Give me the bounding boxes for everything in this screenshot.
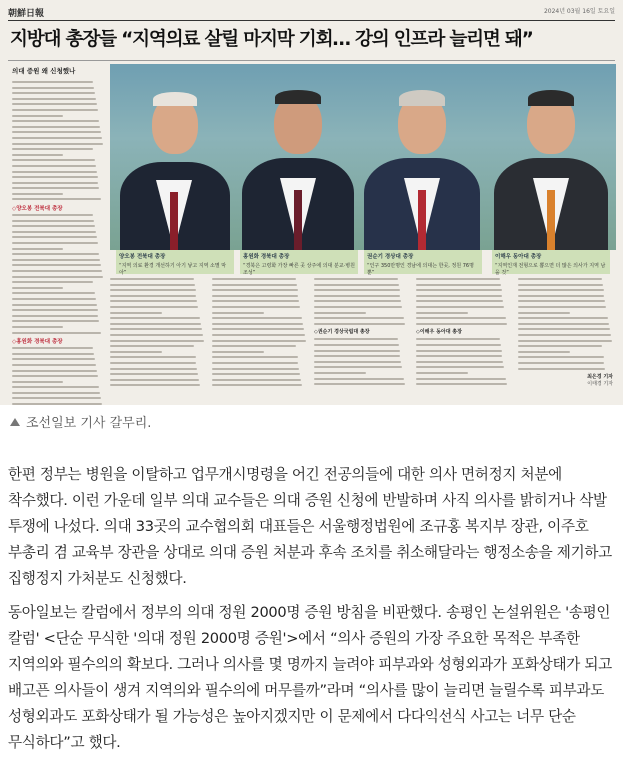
text-line <box>314 366 402 368</box>
text-line <box>314 289 400 291</box>
text-line <box>110 278 194 280</box>
text-line <box>416 366 504 368</box>
text-line <box>12 171 97 173</box>
text-line <box>12 98 96 100</box>
sidebar-text-block <box>12 214 104 333</box>
text-line <box>110 334 203 336</box>
text-column <box>314 278 409 398</box>
text-line <box>518 323 609 325</box>
text-line <box>416 361 503 363</box>
text-line <box>416 350 502 352</box>
text-line <box>12 131 101 133</box>
text-line <box>12 332 101 334</box>
text-line <box>212 328 304 330</box>
text-line <box>12 231 96 233</box>
text-line <box>12 225 95 227</box>
text-line <box>12 126 100 128</box>
text-line <box>12 370 97 372</box>
newspaper-body-columns <box>110 278 616 398</box>
text-line <box>212 384 302 386</box>
text-line <box>12 159 95 161</box>
text-line <box>518 362 604 364</box>
text-line <box>518 289 604 291</box>
text-line <box>212 362 298 364</box>
text-line <box>314 383 405 385</box>
text-line <box>416 338 500 340</box>
text-line <box>12 276 103 278</box>
text-column <box>416 278 511 398</box>
text-line <box>212 312 264 314</box>
article-paragraph: 동아일보는 칼럼에서 정부의 의대 정원 2000명 증원 방침을 비판했다. 송평인 논설위원은 '송평인 칼럼' <단순 무식한 '의대 정원 2000명 증원'>에서 “의사 증원의 가장 주요한 목적은 부족한 지역의와 필수의의 확보다. 그러나 의사를 몇 명까지 늘려야 피부과와 성형외과가 포화상태가 되고 배고픈 의사들이 생겨 지역의와 필수의에 머무를까”라며 “의사를 많이 늘리면 늘릴수록 피부과도 성형외과도 포화상태가 될 가능성은 높아지겠지만 이 문제에서 다다익선식 사고는 너무 단순 무식하다”고 했다. <box>8 604 612 751</box>
text-line <box>12 103 97 105</box>
text-line <box>12 198 101 200</box>
text-column <box>212 278 307 398</box>
text-line <box>416 317 506 319</box>
text-line <box>12 326 63 328</box>
text-line <box>110 368 197 370</box>
text-line <box>12 120 99 122</box>
newspaper-masthead: 朝鮮日報 <box>8 9 45 19</box>
text-line <box>416 378 506 380</box>
text-line <box>110 312 162 314</box>
text-line <box>12 281 93 283</box>
newspaper-headline: 지방대 총장들 “지역의료 살릴 마지막 기회… 강의 인프라 늘리면 돼” <box>10 29 533 50</box>
person-figure <box>360 90 484 250</box>
image-caption <box>10 412 151 431</box>
photo-credit: 이태경 기자 <box>587 381 613 388</box>
text-line <box>110 379 199 381</box>
text-line <box>12 392 100 394</box>
text-line <box>110 328 202 330</box>
text-line <box>518 368 605 370</box>
text-line <box>314 350 400 352</box>
text-line <box>12 236 97 238</box>
text-line <box>416 372 468 374</box>
text-line <box>12 253 99 255</box>
person-figure <box>116 90 234 250</box>
text-line <box>12 403 102 405</box>
text-line <box>416 344 501 346</box>
text-line <box>110 351 162 353</box>
text-line <box>518 300 605 302</box>
text-line <box>212 368 299 370</box>
caret-up-icon <box>10 418 20 426</box>
text-line <box>12 397 101 399</box>
text-line <box>12 109 98 111</box>
text-line <box>12 187 99 189</box>
text-line <box>518 317 608 319</box>
text-line <box>518 351 570 353</box>
text-line <box>212 345 296 347</box>
text-line <box>416 289 502 291</box>
text-line <box>314 306 402 308</box>
text-line <box>416 383 507 385</box>
byline: 최은경 기자 <box>587 374 613 381</box>
text-line <box>314 295 400 297</box>
sidebar-subhead: ◇홍원화 경북대 총장 <box>12 339 63 346</box>
text-line <box>12 143 103 145</box>
photo-captions <box>110 250 616 274</box>
text-line <box>110 317 200 319</box>
text-column <box>518 278 613 398</box>
text-line <box>12 92 95 94</box>
text-line <box>314 344 399 346</box>
caption-quote: “지역인재 전형으로 뽑으면 더 많은 의사가 지역 남을 것” <box>495 263 606 276</box>
text-line <box>12 137 102 139</box>
caption-name: 양오봉 전북대 총장 <box>119 254 166 260</box>
article-paragraph: 한편 정부는 병원을 이탈하고 업무개시명령을 어긴 전공의들에 대한 의사 면허정지 처분에 착수했다. 이런 가운데 일부 의대 교수들은 의대 증원 신청에 반발하며 사직 의사를 밝히거나 삭발 투쟁에 나섰다. 의대 33곳의 교수협의회 대표들은 서울행정법원에 조규홍 복지부 장관, 이주호 부총리 겸 교육부 장관을 상대로 의대 증원 처분과 후속 조치를 취소해달라는 행정소송을 제기하고 집행정지 가처분도 신청했다. <box>8 466 612 587</box>
text-line <box>12 242 98 244</box>
caption-quote: “인구 350만명인 경남에 의대는 한곳, 정원 76명뿐” <box>367 263 474 276</box>
text-line <box>314 284 399 286</box>
newspaper-dateline: 2024년 03월 16일 토요일 <box>543 8 615 15</box>
image-caption-text: 조선일보 기사 갈무리. <box>26 416 152 431</box>
text-line <box>314 300 401 302</box>
text-line <box>12 304 97 306</box>
text-line <box>314 372 366 374</box>
text-line <box>212 351 264 353</box>
presidents-photo <box>110 64 616 250</box>
text-line <box>416 278 500 280</box>
text-line <box>12 381 63 383</box>
masthead-rule <box>8 20 615 21</box>
text-line <box>110 289 196 291</box>
text-line <box>12 320 99 322</box>
text-line <box>12 248 63 250</box>
text-line <box>110 295 196 297</box>
person-figure <box>490 90 612 250</box>
text-line <box>110 306 198 308</box>
text-line <box>416 295 502 297</box>
text-line <box>110 340 204 342</box>
photo-caption <box>492 250 610 274</box>
text-line <box>518 306 606 308</box>
text-line <box>416 323 507 325</box>
text-line <box>314 323 405 325</box>
text-line <box>212 373 300 375</box>
text-line <box>314 312 366 314</box>
text-line <box>12 386 99 388</box>
text-line <box>212 323 303 325</box>
text-line <box>12 115 63 117</box>
text-line <box>110 300 197 302</box>
text-line <box>12 220 94 222</box>
sidebar-title: 의대 증원 왜 신청했나 <box>12 67 76 75</box>
text-line <box>12 259 100 261</box>
text-line <box>314 338 398 340</box>
text-line <box>314 317 404 319</box>
text-line <box>12 87 94 89</box>
text-line <box>518 284 603 286</box>
text-line <box>518 312 570 314</box>
sidebar-text-block <box>12 347 104 405</box>
text-line <box>416 306 504 308</box>
text-line <box>12 353 94 355</box>
sidebar-column <box>12 66 104 394</box>
text-line <box>12 193 63 195</box>
text-line <box>518 356 604 358</box>
text-line <box>110 384 200 386</box>
text-line <box>110 362 196 364</box>
sidebar-subhead: ◇양오봉 전북대 총장 <box>12 206 63 213</box>
photo-caption <box>364 250 482 274</box>
text-line <box>12 309 98 311</box>
text-line <box>212 334 305 336</box>
caption-name: 이해우 동아대 총장 <box>495 254 542 260</box>
text-line <box>314 361 401 363</box>
sidebar-text-block <box>12 81 104 200</box>
text-line <box>12 182 98 184</box>
text-line <box>518 340 612 342</box>
caption-name: 홍원화 경북대 총장 <box>243 254 290 260</box>
caption-quote: “지역 의료 환경 개선하기 아기 낳고 지역 소멸 막아” <box>119 263 227 276</box>
text-line <box>110 284 195 286</box>
text-line <box>314 278 398 280</box>
text-line <box>110 373 198 375</box>
text-line <box>12 148 93 150</box>
text-line <box>12 154 63 156</box>
caption-name: 권순기 경상대 총장 <box>367 254 414 260</box>
person-figure <box>238 90 358 250</box>
photo-caption <box>240 250 358 274</box>
caption-quote: “경북은 고령화 가장 빠른 곳 상주에 의대 분교·병원 조성” <box>243 263 355 276</box>
text-line <box>212 300 299 302</box>
text-line <box>518 345 602 347</box>
text-line <box>416 312 468 314</box>
text-line <box>212 284 297 286</box>
text-line <box>416 355 502 357</box>
text-line <box>518 328 610 330</box>
text-line <box>314 355 400 357</box>
text-line <box>212 317 302 319</box>
text-line <box>12 270 102 272</box>
text-line <box>12 375 98 377</box>
text-line <box>12 315 98 317</box>
text-line <box>12 165 96 167</box>
text-line <box>12 358 95 360</box>
headline-rule <box>8 60 615 61</box>
text-line <box>212 289 298 291</box>
text-line <box>416 284 501 286</box>
column-subhead: ◇권순기 경상국립대 총장 <box>314 329 370 336</box>
text-line <box>110 323 201 325</box>
text-line <box>212 278 296 280</box>
text-line <box>12 287 63 289</box>
text-line <box>212 379 301 381</box>
text-line <box>110 356 196 358</box>
text-line <box>12 214 93 216</box>
text-line <box>416 300 503 302</box>
text-line <box>110 345 194 347</box>
text-line <box>12 264 101 266</box>
column-subhead: ◇이해우 동아대 총장 <box>416 329 462 336</box>
text-line <box>12 81 93 83</box>
text-line <box>314 378 404 380</box>
text-line <box>12 298 96 300</box>
text-line <box>212 340 306 342</box>
text-line <box>12 292 95 294</box>
text-line <box>212 295 298 297</box>
text-line <box>12 176 98 178</box>
text-line <box>212 306 300 308</box>
text-line <box>12 364 96 366</box>
text-column <box>110 278 205 398</box>
text-line <box>518 278 602 280</box>
text-line <box>518 334 611 336</box>
text-line <box>212 356 298 358</box>
text-line <box>12 347 93 349</box>
photo-caption <box>116 250 234 274</box>
text-line <box>518 295 604 297</box>
